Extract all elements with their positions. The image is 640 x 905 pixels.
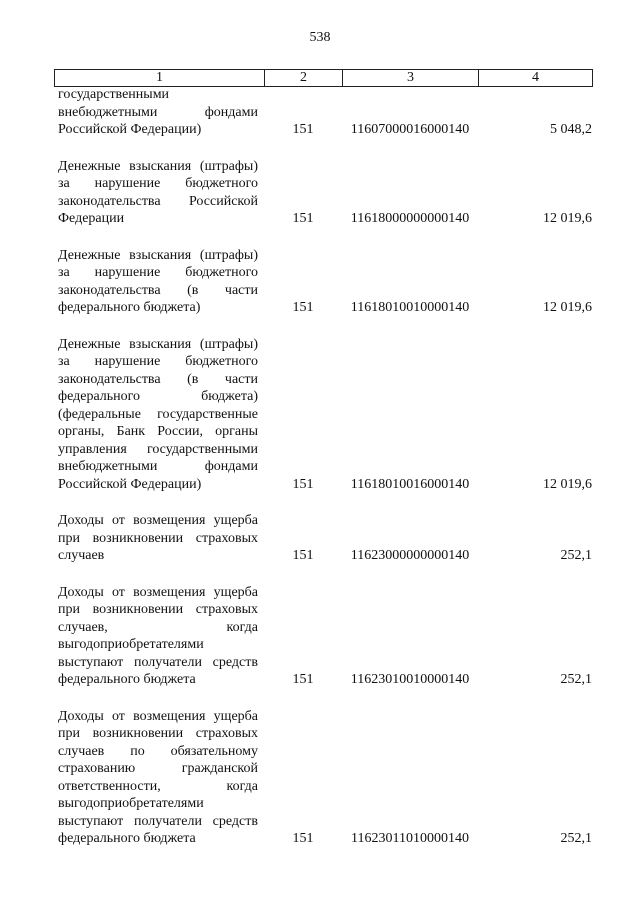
row-amount: 252,1 [560,672,592,687]
row-amount: 12 019,6 [543,211,592,226]
row-description: государственными внебюджетными фондами Российской Федерации) [58,87,258,137]
table-row [0,336,640,494]
table-row [0,584,640,689]
row-budget-classification-code: 11607000016000140 [350,122,470,137]
row-budget-classification-code: 11623010010000140 [350,672,470,687]
column-header-2: 2 [265,70,343,87]
row-amount: 5 048,2 [550,122,592,137]
row-admin-code: 151 [292,211,314,226]
table-row [0,247,640,317]
row-description: Доходы от возмещения ущерба при возникновении страховых случаев, когда выгодоприобретателями выступают получатели средств федерального бюджета [58,584,258,687]
row-admin-code: 151 [292,300,314,315]
table-row [0,86,640,139]
table-body [0,86,640,867]
row-budget-classification-code: 11623011010000140 [351,831,469,846]
column-header-table [54,69,593,87]
row-amount: 252,1 [560,548,592,563]
table-row [0,708,640,848]
row-budget-classification-code: 11623000000000140 [350,548,470,563]
row-admin-code: 151 [292,476,314,492]
row-description: Доходы от возмещения ущерба при возникновении страховых случаев по обязательному страхованию гражданской ответственности, когда выгодоприобретателями выступают получатели средств федерального бюджета [58,708,258,846]
row-description: Денежные взыскания (штрафы) за нарушение бюджетного законодательства Российской Федерации [58,158,258,226]
row-admin-code: 151 [292,672,314,687]
column-header-row [55,70,593,87]
row-amount: 12 019,6 [543,476,592,492]
column-header-1: 1 [55,70,265,87]
row-budget-classification-code: 11618010010000140 [350,300,470,315]
page-number: 538 [309,30,331,45]
column-header-3: 3 [343,70,479,87]
row-amount: 12 019,6 [543,300,592,315]
row-description: Денежные взыскания (штрафы) за нарушение бюджетного законодательства (в части федерального бюджета) [58,247,258,315]
row-description: Доходы от возмещения ущерба при возникновении страховых случаев [58,513,258,563]
row-budget-classification-code: 11618000000000140 [350,211,470,226]
row-description: Денежные взыскания (штрафы) за нарушение бюджетного законодательства (в части федерального бюджета) (федеральные государственные органы, Банк России, органы управления государственными внебюджетными фондами Российской Федерации) [58,336,258,492]
row-amount: 252,1 [560,831,592,846]
row-admin-code: 151 [292,831,314,846]
row-admin-code: 151 [292,122,314,137]
table-row [0,158,640,228]
column-header-4: 4 [479,70,593,87]
table-row [0,512,640,565]
row-admin-code: 151 [292,548,314,563]
row-budget-classification-code: 11618010016000140 [350,476,470,492]
